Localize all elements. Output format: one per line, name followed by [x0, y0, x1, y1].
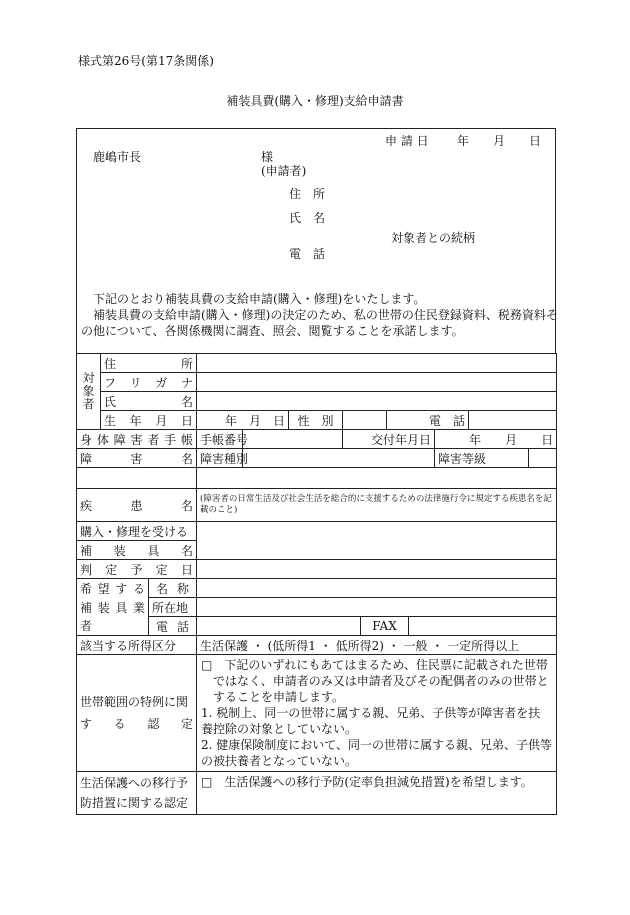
application-date-label: 申 請 日	[385, 134, 429, 148]
vendor-fax-field[interactable]	[409, 617, 557, 636]
relation-label: 対象者との続柄	[391, 231, 476, 245]
target-dob-field[interactable]: 年 月 日	[197, 411, 289, 430]
statement-line-2: 補装具費の支給申請(購入・修理)の決定のため、私の世帯の住民登録資料、税務資料そ	[93, 308, 558, 322]
issue-date-label: 交付年月日	[343, 430, 435, 449]
blank-label-cell	[77, 468, 197, 489]
date-day: 日	[529, 134, 542, 148]
target-phone-label: 電 話	[387, 411, 469, 430]
disability-type-label: 障害種別	[197, 449, 243, 468]
vendor-location-field[interactable]	[197, 598, 557, 617]
household-label: 世帯範囲の特例に関 す る 認 定	[77, 655, 197, 772]
application-table	[76, 353, 557, 815]
disability-grade-label: 障害等級	[435, 449, 529, 468]
vendor-name-field[interactable]	[197, 579, 557, 598]
income-category-label: 該当する所得区分	[77, 636, 197, 655]
applicant-phone-label: 電 話	[289, 247, 326, 261]
disability-grade-field[interactable]	[529, 449, 557, 468]
target-address-field[interactable]	[197, 354, 557, 373]
vendor-location-label: 所在地	[149, 598, 197, 617]
target-sex-label: 性 別	[289, 411, 343, 430]
judgment-date-label: 判 定 予 定 日	[77, 560, 197, 579]
device-label-line-2: 補 装 具 名	[77, 541, 197, 560]
addressee: 鹿嶋市長	[93, 150, 142, 164]
disease-label: 疾 患 名	[77, 489, 197, 522]
handbook-label: 身 体 障 害 者 手 帳	[77, 430, 197, 449]
income-category-options[interactable]: 生活保護 ・ (低所得1 ・ 低所得2) ・ 一般 ・ 一定所得以上	[197, 636, 557, 655]
vendor-phone-field[interactable]	[197, 617, 361, 636]
vendor-phone-label: 電 話	[149, 617, 197, 636]
issue-date-field[interactable]: 年 月 日	[435, 430, 557, 449]
target-name-field[interactable]	[197, 392, 557, 411]
household-special-provision[interactable]	[197, 655, 557, 772]
welfare-transition-option[interactable]: □ 生活保護への移行予防(定率負担減免措置)を希望します。	[197, 772, 557, 815]
target-furigana-field[interactable]	[197, 373, 557, 392]
vendor-label-line-3: 者	[77, 617, 149, 636]
household-checkbox-text[interactable]: □ 下記のいずれにもあてはまるため、住民票に記載された世帯ではなく、申請者のみ又は申請者及びその配偶者のみの世帯とすることを申請します。	[201, 658, 549, 704]
form-title: 補装具費(購入・修理)支給申請書	[226, 94, 404, 108]
applicant-label: (申請者)	[261, 164, 307, 178]
applicant-address-label: 住 所	[289, 187, 326, 201]
device-name-field[interactable]	[197, 522, 557, 560]
device-label-line-1: 購入・修理を受ける	[77, 522, 197, 541]
vendor-fax-label: FAX	[361, 617, 409, 636]
judgment-date-field[interactable]	[197, 560, 557, 579]
household-condition-2: 2. 健康保険制度において、同一の世帯に属する親、兄弟、子供等の被扶養者となっていない。	[201, 738, 553, 768]
target-name-label: 氏 名	[101, 392, 197, 411]
disease-note[interactable]: (障害者の日常生活及び社会生活を総合的に支援するための法律施行令に規定する疾患名を記載のこと)	[197, 489, 557, 522]
vendor-label-line-1: 希 望 す る	[77, 579, 149, 598]
household-condition-1: 1. 税制上、同一の世帯に属する親、兄弟、子供等が障害者を扶養控除の対象としていない。	[201, 706, 541, 736]
applicant-name-label: 氏 名	[289, 211, 326, 225]
form-number: 様式第26号(第17条関係)	[78, 54, 214, 68]
applicant-box	[76, 128, 556, 354]
blank-field-cell[interactable]	[197, 468, 557, 489]
date-year: 年	[457, 134, 470, 148]
disability-name-label: 障 害 名	[77, 449, 197, 468]
handbook-number-label: 手帳番号	[197, 430, 243, 449]
target-address-label: 住 所	[101, 354, 197, 373]
disability-type-field[interactable]	[243, 449, 435, 468]
vendor-label-line-2: 補 装 具 業	[77, 598, 149, 617]
target-furigana-label: フ リ ガ ナ	[101, 373, 197, 392]
target-sex-field[interactable]	[343, 411, 387, 430]
vendor-name-label: 名 称	[149, 579, 197, 598]
target-dob-label: 生 年 月 日	[101, 411, 197, 430]
target-group-label: 対象者	[77, 354, 101, 430]
target-phone-field[interactable]	[469, 411, 557, 430]
addressee-honorific: 様	[261, 150, 274, 164]
welfare-transition-label: 生活保護への移行予 防措置に関する認定	[77, 772, 197, 815]
handbook-number-field[interactable]	[243, 430, 343, 449]
statement-line-3: の他について、各関係機関に調査、照会、閲覧することを承諾します。	[81, 324, 464, 338]
date-month: 月	[493, 134, 506, 148]
statement-line-1: 下記のとおり補装具費の支給申請(購入・修理)をいたします。	[93, 292, 426, 306]
